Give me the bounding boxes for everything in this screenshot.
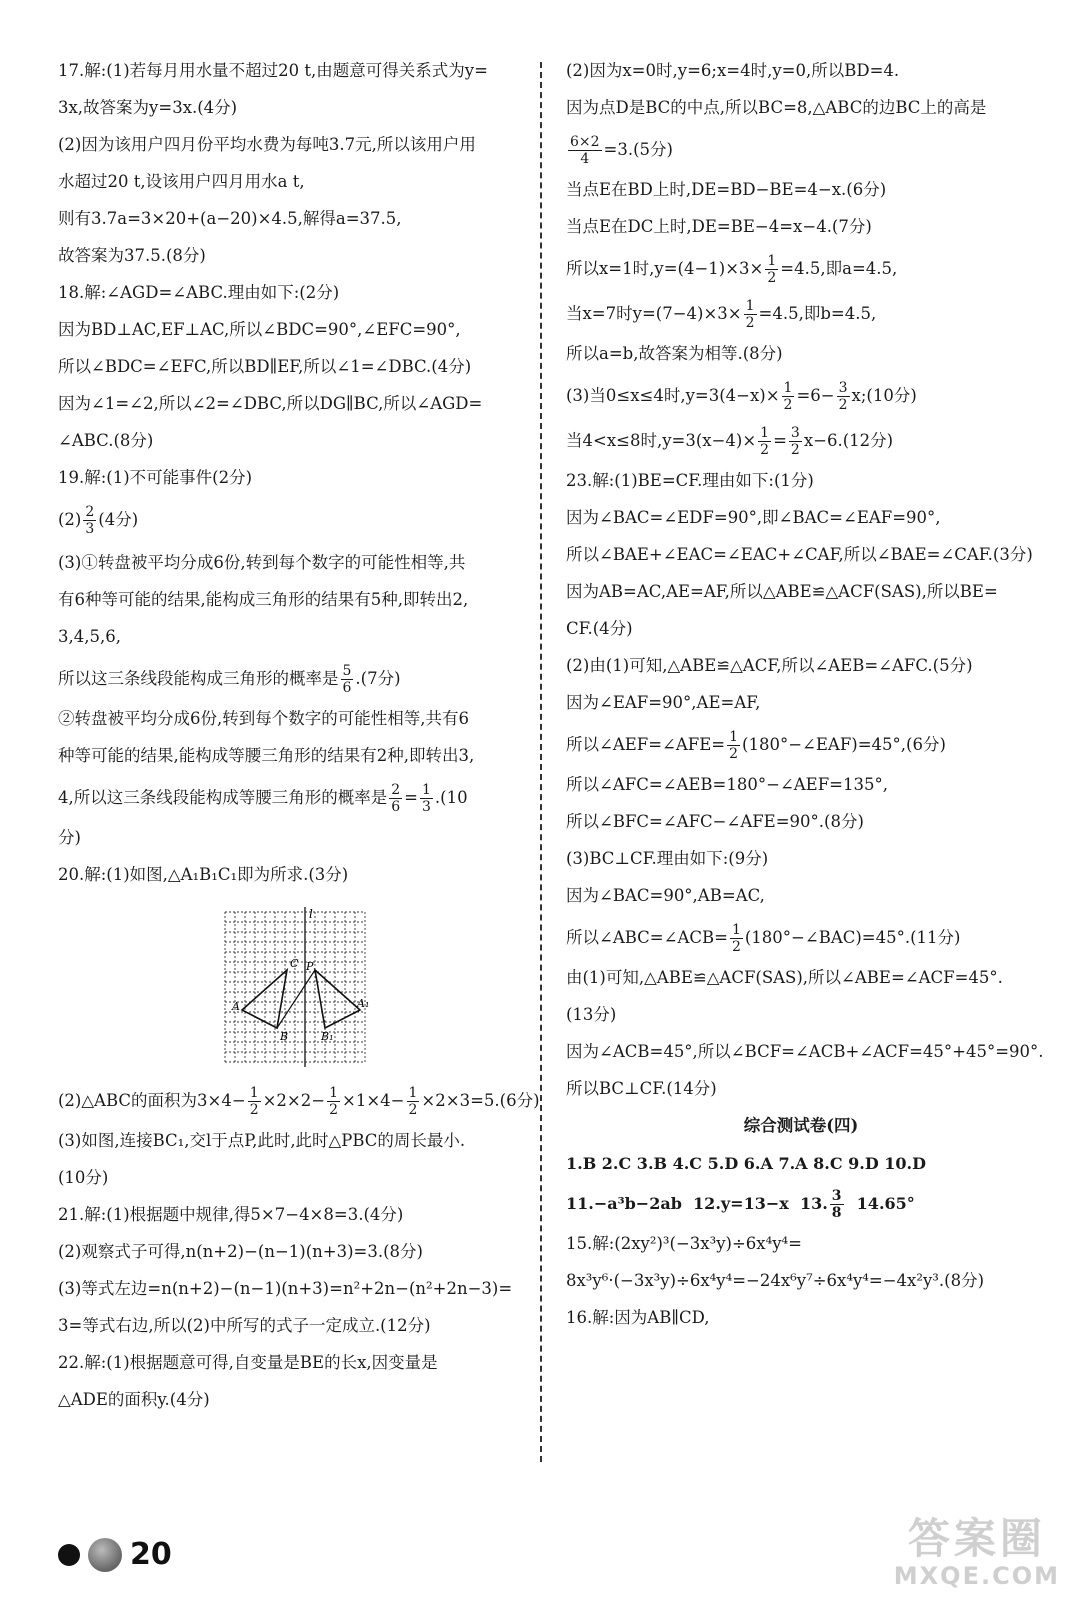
mc-answers: 1.B 2.C 3.B 4.C 5.D 6.A 7.A 8.C 9.D 10.D (566, 1154, 926, 1173)
a-value-line: 所以x=1时,y=(4−1)×3× $\frac{1}{2}$ =4.5,即a=4.5, (566, 253, 898, 286)
label-p: P (306, 960, 314, 973)
right-column (566, 60, 1044, 1344)
answer-line: (2)因为该用户四月份平均水费为每吨3.7元,所以该用户用 (58, 135, 476, 154)
triangle-abc (242, 970, 287, 1028)
answer-line: 23.解:(1)BE=CF.理由如下:(1分) (566, 471, 814, 490)
q19-prob-isosceles: 4,所以这三条线段能构成等腰三角形的概率是 $\frac{2}{6}$ = $\frac{1}{3}$ .(10 (58, 782, 468, 815)
answer-line: 水超过20 t,设该用户四月用水a t, (58, 172, 305, 191)
fraction-half: $\frac{1}{2}$ (731, 922, 741, 955)
answer-line: (2)因为x=0时,y=6;x=4时,y=0,所以BD=4. (566, 61, 900, 80)
label-a: A (232, 1000, 240, 1013)
watermark-en: MXQE.COM (893, 1562, 1060, 1590)
answer-line: (13分) (566, 1005, 617, 1024)
fraction-two-sixths: $\frac{2}{6}$ (391, 782, 401, 815)
label-c: C (290, 957, 299, 970)
b-value-line: 当x=7时y=(7−4)×3× $\frac{1}{2}$ =4.5,即b=4.5, (566, 298, 877, 331)
fraction-one-third: $\frac{1}{3}$ (422, 782, 431, 815)
abc-line: 所以∠ABC=∠ACB= $\frac{1}{2}$ (180°−∠BAC)=45°.(11分) (566, 922, 961, 955)
answer-line: ②转盘被平均分成6份,转到每个数字的可能性相等,共有6 (58, 709, 469, 728)
answer-line: 因为∠BAC=∠EDF=90°,即∠BAC=∠EAF=90°, (566, 508, 941, 527)
answer-line: (2)观察式子可得,n(n+2)−(n−1)(n+3)=3.(8分) (58, 1242, 423, 1261)
left-column (58, 60, 540, 1426)
fill-answers: 11.−a³b−2ab 12.y=13−x 13. $\frac{3}{8}$ 14.65° (566, 1188, 915, 1221)
answer-line: 因为∠1=∠2,所以∠2=∠DBC,所以DG∥BC,所以∠AGD= (58, 394, 483, 413)
q19-part2: (2) $\frac{2}{3}$ (4分) (58, 504, 139, 537)
answer-line: 因为AB=AC,AE=AF,所以△ABE≌△ACF(SAS),所以BE= (566, 582, 998, 601)
answer-line: 故答案为37.5.(8分) (58, 246, 206, 265)
answer-line: 17.解:(1)若每月用水量不超过20 t,由题意可得关系式为y= (58, 61, 488, 80)
label-b: B (280, 1030, 289, 1043)
answer-line: 3,4,5,6, (58, 627, 121, 646)
triangle-a1b1c1 (315, 970, 360, 1028)
fraction-half: $\frac{1}{2}$ (729, 729, 739, 762)
answer-line: 18.解:∠AGD=∠ABC.理由如下:(2分) (58, 283, 340, 302)
grid-figure (220, 907, 370, 1067)
answer-line: 所以∠BDC=∠EFC,所以BD∥EF,所以∠1=∠DBC.(4分) (58, 357, 472, 376)
label-a1: A₁ (357, 997, 370, 1010)
answer-line: (10分) (58, 1168, 109, 1187)
fraction-half: $\frac{1}{2}$ (767, 253, 777, 286)
fraction-two-thirds: $\frac{2}{3}$ (85, 504, 95, 537)
q19-end: 分) (58, 828, 81, 847)
section-title: 综合测试卷(四) (743, 1116, 859, 1135)
column-divider (540, 62, 542, 1462)
answer-line: 3=等式右边,所以(2)中所写的式子一定成立.(12分) (58, 1316, 431, 1335)
answer-line: 有6种等可能的结果,能构成三角形的结果有5种,即转出2, (58, 590, 469, 609)
fraction-half: $\frac{1}{2}$ (783, 380, 793, 413)
q19-prob-triangle: 所以这三条线段能构成三角形的概率是 $\frac{5}{6}$ .(7分) (58, 663, 401, 696)
answer-line: (3)如图,连接BC₁,交l于点P,此时,此时△PBC的周长最小. (58, 1131, 466, 1150)
fraction-three-halves: $\frac{3}{2}$ (838, 380, 848, 413)
q16-line: 16.解:因为AB∥CD, (566, 1308, 710, 1327)
q20-line: 20.解:(1)如图,△A₁B₁C₁即为所求.(3分) (58, 865, 349, 884)
answer-line: 所以∠BAE+∠EAC=∠EAC+∠CAF,所以∠BAE=∠CAF.(3分) (566, 545, 1033, 564)
fraction-half: $\frac{1}{2}$ (249, 1085, 259, 1118)
answer-line: 19.解:(1)不可能事件(2分) (58, 468, 253, 487)
answer-line: 22.解:(1)根据题意可得,自变量是BE的长x,因变量是 (58, 1353, 438, 1372)
answer-line: (2)由(1)可知,△ABE≌△ACF,所以∠AEB=∠AFC.(5分) (566, 656, 973, 675)
answer-line: CF.(4分) (566, 619, 633, 638)
answer-line: 3x,故答案为y=3x.(4分) (58, 98, 238, 117)
watermark-cn: 答案圈 (907, 1514, 1046, 1563)
a-equals-b-line: 所以a=b,故答案为相等.(8分) (566, 344, 783, 363)
answer-line: 所以∠AFC=∠AEB=180°−∠AEF=135°, (566, 775, 888, 794)
answer-line: 因为BD⊥AC,EF⊥AC,所以∠BDC=90°,∠EFC=90°, (58, 320, 461, 339)
answer-line: (3)等式左边=n(n+2)−(n−1)(n+3)=n²+2n−(n²+2n−3)= (58, 1279, 513, 1298)
fraction-half: $\frac{1}{2}$ (408, 1085, 418, 1118)
answer-line: 由(1)可知,△ABE≌△ACF(SAS),所以∠ABE=∠ACF=45°. (566, 968, 1003, 987)
answer-line: 当点E在DC上时,DE=BE−4=x−4.(7分) (566, 217, 872, 236)
answer-line: 15.解:(2xy²)³(−3x³y)÷6x⁴y⁴= (566, 1234, 802, 1253)
answer-line: 8x³y⁶·(−3x³y)÷6x⁴y⁴=−24x⁶y⁷÷6x⁴y⁴=−4x²y³.(8分) (566, 1271, 985, 1290)
fraction-half: $\frac{1}{2}$ (329, 1085, 339, 1118)
fraction-five-sixths: $\frac{5}{6}$ (342, 663, 352, 696)
bullet-dot-icon (58, 1544, 80, 1566)
fraction-half: $\frac{1}{2}$ (760, 425, 770, 458)
fraction-six-times-two-over-four: $\frac{6\times 2}{4}$ (570, 134, 600, 167)
answer-line: ∠ABC.(8分) (58, 431, 154, 450)
answer-line: 因为∠BAC=90°,AB=AC, (566, 886, 765, 905)
answer-line: (3)BC⊥CF.理由如下:(9分) (566, 849, 769, 868)
page-number: 20 (130, 1537, 172, 1572)
label-b1: B₁ (321, 1030, 334, 1043)
height-fraction-line: $\frac{6\times 2}{4}$ =3.(5分) (570, 134, 673, 167)
aef-line: 所以∠AEF=∠AFE= $\frac{1}{2}$ (180°−∠EAF)=45°,(6分) (566, 729, 946, 762)
fraction-half: $\frac{1}{2}$ (745, 298, 755, 331)
answer-line: 所以BC⊥CF.(14分) (566, 1079, 717, 1098)
answer-line: (3)①转盘被平均分成6份,转到每个数字的可能性相等,共 (58, 553, 466, 572)
case-two-line: 当4<x≤8时,y=3(x−4)× $\frac{1}{2}$ = $\frac{3}{2}$ x−6.(12分) (566, 425, 894, 458)
answer-line: 种等可能的结果,能构成等腰三角形的结果有2种,即转出3, (58, 746, 475, 765)
answer-line: 21.解:(1)根据题中规律,得5×7−4×8=3.(4分) (58, 1205, 404, 1224)
answer-line: 所以∠BFC=∠AFC−∠AFE=90°.(8分) (566, 812, 864, 831)
watermark (894, 1516, 1060, 1590)
answer-line: 因为∠ACB=45°,所以∠BCF=∠ACB+∠ACF=45°+45°=90°. (566, 1042, 1044, 1061)
answer-line: 因为∠EAF=90°,AE=AF, (566, 693, 761, 712)
answer-line: △ADE的面积y.(4分) (58, 1390, 210, 1409)
label-l: l (309, 907, 313, 921)
answer-line: 当点E在BD上时,DE=BD−BE=4−x.(6分) (566, 180, 887, 199)
q20-area: (2)△ABC的面积为3×4− $\frac{1}{2}$ ×2×2− $\frac{1}{2}$ ×1×4− $\frac{1}{2}$ ×2×3=5.(6分) (58, 1085, 540, 1118)
case-one-line: (3)当0≤x≤4时,y=3(4−x)× $\frac{1}{2}$ =6− $\frac{3}{2}$ x;(10分) (566, 380, 917, 413)
fraction-three-eighths: $\frac{3}{8}$ (831, 1188, 842, 1221)
answer-line: 因为点D是BC的中点,所以BC=8,△ABC的边BC上的高是 (566, 98, 987, 117)
answer-line: 则有3.7a=3×20+(a−20)×4.5,解得a=37.5, (58, 209, 402, 228)
globe-icon (88, 1538, 122, 1572)
fraction-three-halves: $\frac{3}{2}$ (790, 425, 800, 458)
page-footer (58, 1537, 172, 1572)
